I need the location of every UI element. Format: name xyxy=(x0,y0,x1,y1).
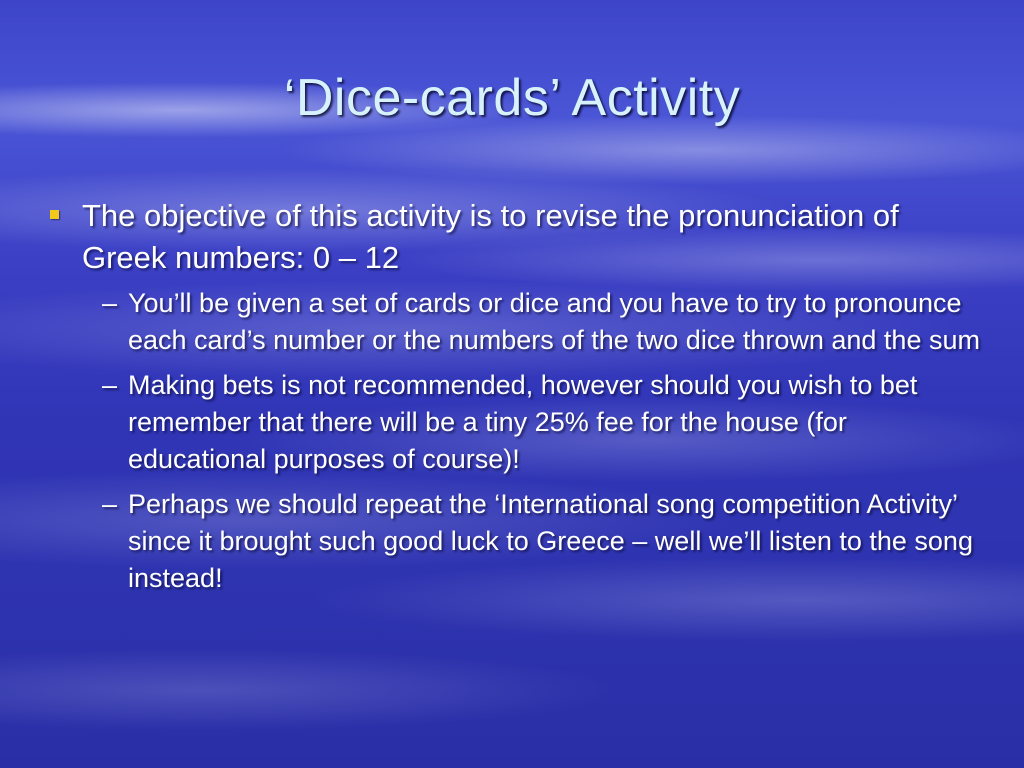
sub-bullet-item xyxy=(102,486,986,597)
sub-bullet-item xyxy=(102,285,986,359)
dash-bullet-icon: – xyxy=(102,370,118,400)
slide-content xyxy=(46,195,986,605)
dash-bullet-icon: – xyxy=(102,288,118,318)
slide-title: ‘Dice-cards’ Activity xyxy=(283,69,741,127)
bullet-item xyxy=(46,195,986,279)
sub-bullet-item xyxy=(102,367,986,478)
square-bullet-icon xyxy=(50,210,59,219)
sub-bullet-text: You’ll be given a set of cards or dice and you have to try to pronounce each card’s number or the numbers of the two dice thrown and the sum xyxy=(128,288,980,355)
sub-bullet-text: Making bets is not recommended, however should you wish to bet remember that there will be a tiny 25% fee for the house (for educational purposes of course)! xyxy=(128,370,918,474)
dash-bullet-icon: – xyxy=(102,489,118,519)
sub-bullet-list xyxy=(102,285,986,597)
bullet-text: The objective of this activity is to revise the pronunciation of Greek numbers: 0 – 12 xyxy=(82,198,899,275)
sub-bullet-text: Perhaps we should repeat the ‘International song competition Activity’ since it brought such good luck to Greece – well we’ll listen to the song instead! xyxy=(128,489,973,593)
